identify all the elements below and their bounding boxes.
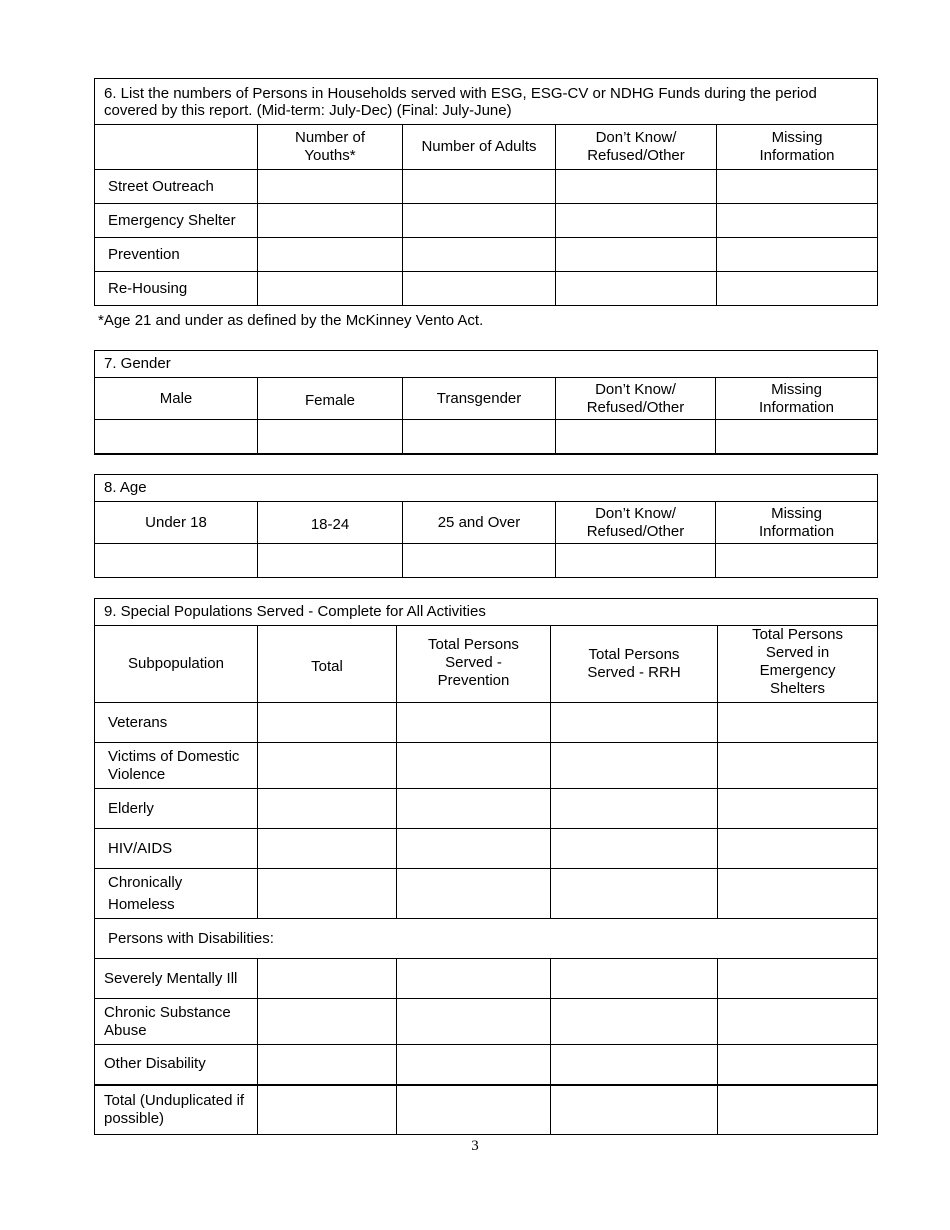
q8-header-under-18: Under 18 bbox=[95, 502, 258, 544]
q8-input-cell[interactable] bbox=[258, 544, 403, 578]
q9-input-cell[interactable] bbox=[718, 829, 878, 869]
q9-input-cell[interactable] bbox=[397, 959, 551, 999]
q9-input-cell[interactable] bbox=[551, 829, 718, 869]
q9-input-cell[interactable] bbox=[551, 1045, 718, 1085]
q9-input-cell[interactable] bbox=[718, 1045, 878, 1085]
q6-row-label: Re-Housing bbox=[95, 272, 258, 306]
q9-title: 9. Special Populations Served - Complete for All Activities bbox=[95, 599, 878, 626]
q9-input-cell[interactable] bbox=[397, 703, 551, 743]
q6-input-cell[interactable] bbox=[403, 272, 556, 306]
q9-input-cell[interactable] bbox=[718, 869, 878, 919]
q8-input-cell[interactable] bbox=[403, 544, 556, 578]
q6-header-adults: Number of Adults bbox=[403, 125, 556, 170]
q7-input-cell[interactable] bbox=[716, 420, 878, 454]
q9-input-cell[interactable] bbox=[551, 869, 718, 919]
q6-header-dont-know: Don’t Know/ Refused/Other bbox=[556, 125, 717, 170]
q9-header-shelters: Total Persons Served in Emergency Shelters bbox=[718, 626, 878, 703]
q6-input-cell[interactable] bbox=[556, 272, 717, 306]
q9-input-cell[interactable] bbox=[397, 999, 551, 1045]
q9-row-label: Chronic Substance Abuse bbox=[95, 999, 258, 1045]
q9-input-cell[interactable] bbox=[718, 789, 878, 829]
q8-header-18-24: 18-24 bbox=[258, 502, 403, 544]
q9-row-label: Other Disability bbox=[95, 1045, 258, 1085]
q8-title: 8. Age bbox=[95, 475, 878, 502]
q6-footnote: *Age 21 and under as defined by the McKinney Vento Act. bbox=[98, 312, 484, 329]
q9-header-total: Total bbox=[258, 626, 397, 703]
q6-input-cell[interactable] bbox=[258, 170, 403, 204]
q7-header-male: Male bbox=[95, 378, 258, 420]
q9-input-cell[interactable] bbox=[718, 1085, 878, 1135]
q9-input-cell[interactable] bbox=[258, 869, 397, 919]
q7-input-cell[interactable] bbox=[95, 420, 258, 454]
q6-input-cell[interactable] bbox=[717, 238, 878, 272]
gender-table bbox=[94, 350, 878, 455]
page-number: 3 bbox=[471, 1138, 479, 1154]
q6-row-label: Emergency Shelter bbox=[95, 204, 258, 238]
q8-header-25-over: 25 and Over bbox=[403, 502, 556, 544]
q9-input-cell[interactable] bbox=[551, 703, 718, 743]
q9-row-label: Total (Unduplicated if possible) bbox=[95, 1085, 258, 1135]
q6-input-cell[interactable] bbox=[556, 238, 717, 272]
q9-header-subpopulation: Subpopulation bbox=[95, 626, 258, 703]
q6-header-missing: Missing Information bbox=[717, 125, 878, 170]
q6-input-cell[interactable] bbox=[717, 204, 878, 238]
q9-input-cell[interactable] bbox=[258, 743, 397, 789]
q6-input-cell[interactable] bbox=[258, 272, 403, 306]
q9-input-cell[interactable] bbox=[258, 1045, 397, 1085]
q6-input-cell[interactable] bbox=[403, 204, 556, 238]
q9-input-cell[interactable] bbox=[258, 703, 397, 743]
q9-header-prevention: Total Persons Served - Prevention bbox=[397, 626, 551, 703]
q9-row-label: Elderly bbox=[95, 789, 258, 829]
q7-header-missing: Missing Information bbox=[716, 378, 878, 420]
q9-row-label: HIV/AIDS bbox=[95, 829, 258, 869]
q9-disabilities-label: Persons with Disabilities: bbox=[95, 919, 878, 959]
q6-title-line2: covered by this report. (Mid-term: July-Dec) (Final: July-June) bbox=[104, 101, 512, 119]
q7-input-cell[interactable] bbox=[258, 420, 403, 454]
q9-input-cell[interactable] bbox=[718, 743, 878, 789]
q9-input-cell[interactable] bbox=[258, 959, 397, 999]
q9-input-cell[interactable] bbox=[258, 999, 397, 1045]
q8-header-dont-know: Don’t Know/ Refused/Other bbox=[556, 502, 716, 544]
q9-input-cell[interactable] bbox=[258, 829, 397, 869]
q6-row-label: Prevention bbox=[95, 238, 258, 272]
q8-header-missing: Missing Information bbox=[716, 502, 878, 544]
q6-corner-cell bbox=[95, 125, 258, 170]
q6-title bbox=[95, 79, 878, 125]
q9-input-cell[interactable] bbox=[258, 1085, 397, 1135]
q6-input-cell[interactable] bbox=[258, 204, 403, 238]
q7-input-cell[interactable] bbox=[556, 420, 716, 454]
q9-input-cell[interactable] bbox=[397, 789, 551, 829]
q9-input-cell[interactable] bbox=[258, 789, 397, 829]
q9-row-label: Veterans bbox=[95, 703, 258, 743]
q7-input-cell[interactable] bbox=[403, 420, 556, 454]
q8-input-cell[interactable] bbox=[556, 544, 716, 578]
q9-input-cell[interactable] bbox=[718, 703, 878, 743]
q9-input-cell[interactable] bbox=[718, 959, 878, 999]
q6-header-youths: Number of Youths* bbox=[258, 125, 403, 170]
q6-input-cell[interactable] bbox=[717, 272, 878, 306]
q8-input-cell[interactable] bbox=[716, 544, 878, 578]
q9-input-cell[interactable] bbox=[551, 999, 718, 1045]
q7-header-dont-know: Don’t Know/ Refused/Other bbox=[556, 378, 716, 420]
q9-row-label: Chronically Homeless bbox=[95, 869, 258, 919]
q6-title-line1: 6. List the numbers of Persons in Households served with ESG, ESG-CV or NDHG Funds during the period bbox=[104, 84, 817, 102]
q6-row-label: Street Outreach bbox=[95, 170, 258, 204]
q9-input-cell[interactable] bbox=[718, 999, 878, 1045]
persons-in-households-table bbox=[94, 78, 878, 306]
q9-input-cell[interactable] bbox=[397, 743, 551, 789]
q9-input-cell[interactable] bbox=[551, 959, 718, 999]
q7-header-transgender: Transgender bbox=[403, 378, 556, 420]
q8-input-cell[interactable] bbox=[95, 544, 258, 578]
age-table bbox=[94, 474, 878, 578]
q9-header-rrh: Total Persons Served - RRH bbox=[551, 626, 718, 703]
q9-row-label: Victims of Domestic Violence bbox=[95, 743, 258, 789]
q6-input-cell[interactable] bbox=[258, 238, 403, 272]
q9-input-cell[interactable] bbox=[551, 789, 718, 829]
q9-input-cell[interactable] bbox=[551, 1085, 718, 1135]
q9-row-label: Severely Mentally Ill bbox=[95, 959, 258, 999]
q7-title: 7. Gender bbox=[95, 351, 878, 378]
q9-input-cell[interactable] bbox=[397, 869, 551, 919]
q9-input-cell[interactable] bbox=[397, 1045, 551, 1085]
q9-input-cell[interactable] bbox=[397, 1085, 551, 1135]
q9-input-cell[interactable] bbox=[397, 829, 551, 869]
q9-input-cell[interactable] bbox=[551, 743, 718, 789]
q6-input-cell[interactable] bbox=[556, 170, 717, 204]
q7-header-female: Female bbox=[258, 378, 403, 420]
q6-input-cell[interactable] bbox=[403, 238, 556, 272]
special-populations-table bbox=[94, 598, 878, 1135]
q6-input-cell[interactable] bbox=[717, 170, 878, 204]
q6-input-cell[interactable] bbox=[556, 204, 717, 238]
q6-input-cell[interactable] bbox=[403, 170, 556, 204]
